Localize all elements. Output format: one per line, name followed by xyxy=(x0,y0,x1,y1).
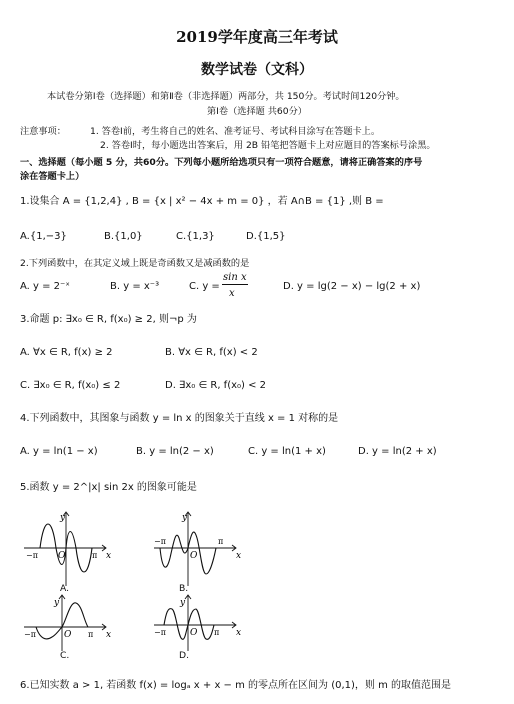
q5-graph-b-origin: O xyxy=(190,551,198,561)
q2-option-c-denominator: x xyxy=(229,288,235,299)
q2-option-a: A. y = 2⁻ˣ xyxy=(20,281,70,292)
q5-graph-a-label: A. xyxy=(60,583,70,594)
q1-option-b: B.{1,0} xyxy=(104,231,143,242)
q2-stem: 2.下列函数中，在其定义域上既是奇函数又是减函数的是 xyxy=(20,258,250,269)
q5-graph-b-pi: π xyxy=(218,537,224,546)
q2-option-b: B. y = x⁻³ xyxy=(110,281,160,292)
q1-option-c: C.{1,3} xyxy=(176,231,215,242)
q5-graph-c-origin: O xyxy=(64,630,72,640)
q5-graph-d-y-label: y xyxy=(180,598,186,608)
part1-heading: 第Ⅰ卷（选择题 共60分） xyxy=(206,106,307,117)
q4-option-d: D. y = ln(2 + x) xyxy=(358,446,437,457)
q2-option-c: C. y = xyxy=(189,281,220,292)
q1-stem: 1.设集合 A = {1,2,4} , B = {x | x² − 4x + m = 0} ，若 A∩B = {1} ,则 B = xyxy=(20,196,384,207)
q5-graph-d xyxy=(152,593,242,653)
q5-graph-a-x-label: x xyxy=(106,551,112,561)
notice-item-1: 1. 答卷Ⅰ前，考生将自己的姓名、准考证号、考试科目涂写在答题卡上。 xyxy=(90,126,381,137)
q5-graph-c-label: C. xyxy=(60,650,70,661)
exam-title: 2019学年度高三年考试 xyxy=(176,28,338,46)
q5-graph-d-origin: O xyxy=(190,628,198,638)
q1-option-a: A.{1,−3} xyxy=(20,231,67,242)
q6-stem: 6.已知实数 a > 1, 若函数 f(x) = logₐ x + x − m 的零点所在区间为 (0,1)，则 m 的取值范围是 xyxy=(20,680,452,691)
q5-graph-d-x-label: x xyxy=(236,628,242,638)
q5-graph-c-pi: π xyxy=(88,630,94,639)
q5-graph-c-neg-pi: −π xyxy=(24,630,36,639)
q5-graph-d-pi: π xyxy=(214,628,220,637)
q3-option-b: B. ∀x ∈ R, f(x) < 2 xyxy=(165,347,258,358)
q5-graph-c-y-label: y xyxy=(54,598,60,608)
q5-graph-b-y-label: y xyxy=(182,513,188,523)
section1-heading-line1: 一、选择题（每小题 5 分，共60分。下列每小题所给选项只有一项符合题意，请将正确答案的序号 xyxy=(20,157,423,168)
notice-label: 注意事项： xyxy=(20,126,66,137)
q5-graph-b-x-label: x xyxy=(236,551,242,561)
q5-graph-b-label: B. xyxy=(179,583,189,594)
q5-graph-b xyxy=(152,508,242,588)
q3-stem: 3.命题 p: ∃x₀ ∈ R, f(x₀) ≥ 2, 则¬p 为 xyxy=(20,314,197,325)
q3-option-c: C. ∃x₀ ∈ R, f(x₀) ≤ 2 xyxy=(20,380,121,391)
q5-graph-a xyxy=(22,508,112,588)
q4-stem: 4.下列函数中，其图象与函数 y = ln x 的图象关于直线 x = 1 对称的是 xyxy=(20,413,339,424)
q3-option-d: D. ∃x₀ ∈ R, f(x₀) < 2 xyxy=(165,380,267,391)
q4-option-c: C. y = ln(1 + x) xyxy=(248,446,326,457)
q5-graph-d-label: D. xyxy=(179,650,189,661)
q3-option-a: A. ∀x ∈ R, f(x) ≥ 2 xyxy=(20,347,113,358)
q5-stem: 5.函数 y = 2^|x| sin 2x 的图象可能是 xyxy=(20,482,197,493)
q5-graph-c xyxy=(22,593,112,653)
section1-heading-line2: 涂在答题卡上） xyxy=(20,171,85,182)
exam-subtitle: 数学试卷（文科） xyxy=(201,62,313,78)
q5-graph-b-neg-pi: −π xyxy=(154,537,166,546)
q5-graph-a-pi: π xyxy=(92,551,98,560)
q4-option-b: B. y = ln(2 − x) xyxy=(136,446,214,457)
q5-graph-c-x-label: x xyxy=(106,630,112,640)
notice-item-2: 2. 答卷Ⅰ时，每小题选出答案后，用 2B 铅笔把答题卡上对应题目的答案标号涂黑。 xyxy=(100,140,436,151)
q1-option-d: D.{1,5} xyxy=(246,231,286,242)
exam-intro: 本试卷分第Ⅰ卷（选择题）和第Ⅱ卷（非选择题）两部分，共 150分。考试时间120分钟。 xyxy=(47,91,405,102)
q4-option-a: A. y = ln(1 − x) xyxy=(20,446,98,457)
q2-option-c-numerator: sin x xyxy=(223,272,247,283)
q2-option-d: D. y = lg(2 − x) − lg(2 + x) xyxy=(283,281,421,292)
q5-graph-a-origin: O xyxy=(58,551,66,561)
q5-graph-d-neg-pi: −π xyxy=(154,628,166,637)
q5-graph-a-y-label: y xyxy=(60,513,66,523)
q5-graph-a-neg-pi: −π xyxy=(26,551,38,560)
